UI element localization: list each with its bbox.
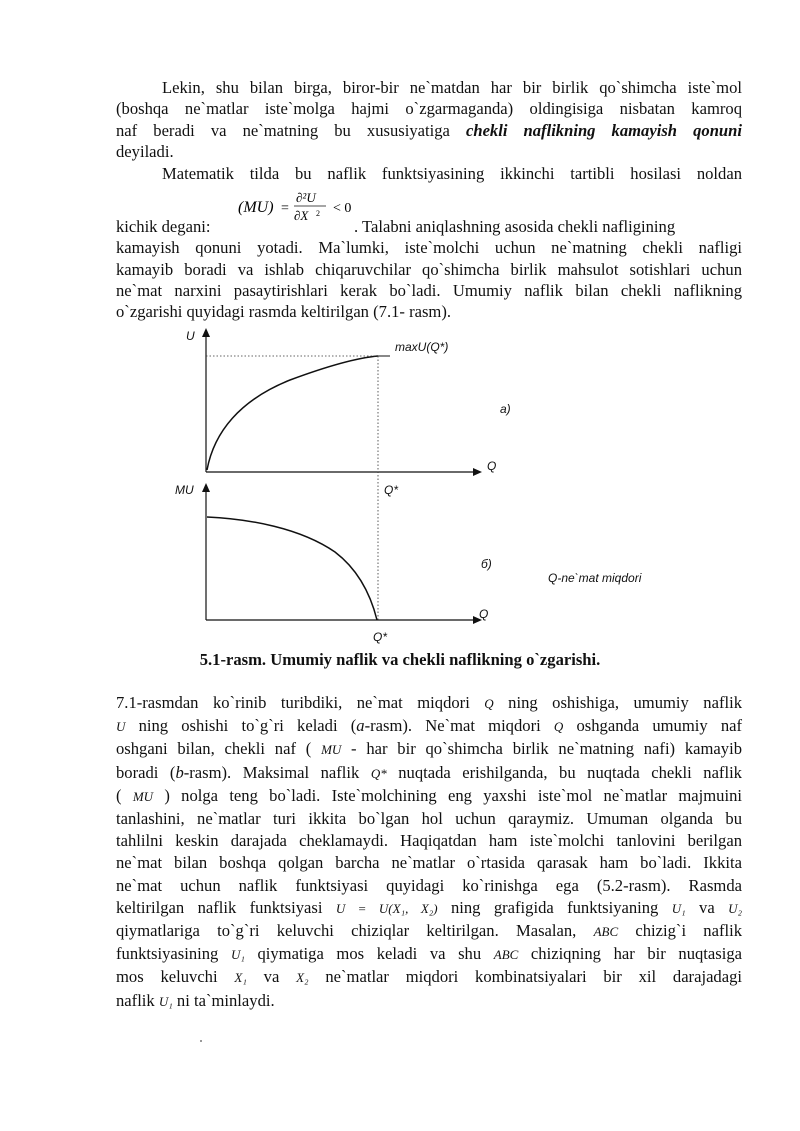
- p3-text: funktsiyasining: [116, 944, 231, 964]
- p3-line-2: [116, 715, 742, 738]
- total-utility-curve: [207, 356, 378, 470]
- u1-symbol: U₁: [230, 947, 245, 963]
- bottom-y-label: MU: [175, 483, 194, 497]
- paragraph-2-cont: [116, 216, 742, 322]
- utility-function-formula: U = U(X₁, X₂): [335, 900, 438, 916]
- p3-text: boradi (: [116, 762, 176, 782]
- svg-text:(MU): (MU): [238, 199, 274, 216]
- p3-text: chiziqning har bir nuqtasiga: [518, 944, 743, 964]
- q-legend: Q-ne`mat miqdori: [548, 571, 642, 585]
- p3-line-11: [116, 920, 742, 943]
- u1-symbol: U₁: [671, 900, 686, 916]
- p1-line-2: (boshqa ne`matlar iste`molga hajmi o`zgarmaganda) oldingisiga nisbatan kamroq: [116, 99, 742, 119]
- p3-text: mos keluvchi: [116, 967, 235, 987]
- p3-line-13: [116, 966, 742, 989]
- p2-line-4: kamayib boradi va ishlab chiqaruvchilar qo`shimcha birlik mahsulot sotishlari uchun: [116, 259, 742, 279]
- p3-text: (: [116, 785, 133, 805]
- svg-text:< 0: < 0: [333, 201, 352, 216]
- p2-line-6: o`zgarishi quyidagi rasmda keltirilgan (7.1- rasm).: [116, 302, 452, 322]
- p3-text: ning oshishiga, umumiy naflik: [493, 693, 742, 712]
- p3-text: ne`matlar miqdori kombinatsiyalari bir xil darajadagi: [308, 967, 742, 987]
- top-x-label: Q: [487, 459, 497, 473]
- u2-symbol: U₂: [728, 900, 742, 916]
- abc-symbol: ABC: [593, 924, 619, 940]
- paragraph-1: [116, 77, 742, 162]
- p3-text: -rasm). Ne`mat miqdori: [364, 716, 554, 736]
- p3-line-1: [116, 692, 742, 715]
- p3-text: va: [246, 967, 297, 987]
- p3-text: -rasm). Maksimal naflik: [183, 762, 371, 782]
- p2-line-2-post: . Talabni aniqlashning asosida chekli nafligining: [354, 217, 676, 236]
- top-y-label: U: [186, 329, 195, 343]
- q-symbol: Q: [484, 696, 494, 711]
- p3-text: nuqtada erishilganda, bu nuqtada chekli naflik: [386, 762, 742, 782]
- u-symbol: U: [116, 719, 126, 735]
- svg-text:2: 2: [316, 209, 320, 218]
- abc-symbol: ABC: [493, 947, 519, 963]
- p2-line-1: Matematik tilda bu naflik funktsiyasining ikkinchi tartibli hosilasi noldan: [162, 164, 742, 183]
- x2-symbol: X₂: [296, 970, 309, 986]
- top-x-arrow: [473, 468, 482, 476]
- p3-line-10: [116, 897, 742, 920]
- panel-b-label: б): [481, 557, 492, 571]
- p3-text: ning oshishi to`g`ri keladi (: [125, 716, 357, 736]
- p2-line-3: kamayish qonuni yotadi. Ma`lumki, iste`molchi uchun ne`matning chekli nafligi: [116, 238, 742, 258]
- p3-line-9: ne`mat uchun naflik funktsiyasi quyidagi ko`rinishga ega (5.2-rasm). Rasmda: [116, 875, 742, 895]
- bottom-y-arrow: [202, 483, 210, 492]
- panel-ref-b: b: [175, 762, 184, 782]
- mu-symbol: MU: [132, 788, 154, 804]
- p3-text: va: [685, 897, 729, 917]
- svg-text:∂²U: ∂²U: [296, 190, 316, 205]
- law-term: chekli naflikning kamayish qonuni: [465, 120, 742, 140]
- p3-text: ning grafigida funktsiyaning: [437, 897, 672, 917]
- p1-line-4: deyiladi.: [116, 141, 174, 161]
- p3-text: oshganda umumiy naf: [563, 716, 743, 736]
- p2-line-2-pre: kichik degani:: [116, 217, 211, 236]
- p1-line-1: Lekin, shu bilan birga, biror-bir ne`matdan har bir birlik qo`shimcha iste`mol: [162, 78, 742, 97]
- p3-line-5: [116, 785, 742, 808]
- q-star-symbol: Q*: [370, 765, 387, 781]
- mu-symbol: MU: [321, 742, 342, 758]
- p3-text: - har bir qo`shimcha birlik ne`matning nafi) kamayib: [341, 739, 742, 759]
- p3-line-7: tahlilni keskin darajada cheklamaydi. Haqiqatdan ham iste`molchi tanlovini berilgan: [116, 831, 742, 851]
- bottom-x-label: Q: [479, 607, 489, 621]
- p3-text: 7.1-rasmdan ko`rinib turibdiki, ne`mat miqdori: [116, 693, 485, 712]
- q-star-top-label: Q*: [384, 483, 399, 497]
- p1-line-3-text: naf beradi va ne`matning bu xususiyatiga: [116, 120, 466, 140]
- p3-text: keltirilgan naflik funktsiyasi: [116, 897, 336, 917]
- p3-text: oshgani bilan, chekli naf (: [116, 739, 322, 759]
- p3-text: ) nolga teng bo`ladi. Iste`molchining eng yaxshi iste`mol ne`matlar majmuini: [153, 785, 742, 805]
- p3-text: chizig`i naflik: [618, 921, 742, 941]
- p2-line-2: [116, 216, 742, 237]
- p3-line-14: [116, 990, 742, 1013]
- stray-dot: [200, 1040, 202, 1042]
- panel-a-label: a): [500, 402, 511, 416]
- p3-line-4: [116, 762, 742, 785]
- p3-line-6: tanlashini, ne`matlar turi ikkita bo`lgan hol uchun qaraymiz. Umuman olganda bu: [116, 809, 742, 829]
- x1-symbol: X₁: [234, 970, 247, 986]
- top-y-arrow: [202, 328, 210, 337]
- marginal-utility-curve: [207, 517, 377, 620]
- p3-text: naflik: [116, 990, 159, 1010]
- p3-text: qiymatiga mos keladi va shu: [244, 944, 494, 964]
- panel-ref-a: a: [356, 716, 365, 736]
- p3-line-3: [116, 738, 742, 761]
- p3-text: qiymatlariga to`g`ri keluvchi chiziqlar keltirilgan. Masalan,: [116, 921, 594, 941]
- p2-line-5: ne`mat narxini pasaytirishlari kerak bo`ladi. Umumiy naflik bilan chekli naflikning: [116, 280, 742, 300]
- u1-symbol: U₁: [158, 993, 173, 1009]
- svg-text:=: =: [281, 201, 289, 216]
- q-star-bottom-label: Q*: [373, 630, 388, 644]
- svg-text:∂X: ∂X: [294, 208, 309, 223]
- max-utility-label: maxU(Q*): [395, 340, 449, 354]
- utility-figure: [0, 320, 800, 650]
- p1-line-3: [116, 120, 742, 141]
- p3-line-12: [116, 943, 742, 966]
- p3-text: ni ta`minlaydi.: [172, 990, 275, 1010]
- p3-line-8: ne`mat bilan boshqa qolgan barcha ne`matlar o`rtasida qarasak ham bo`ladi. Ikkita: [116, 853, 742, 873]
- paragraph-3: [116, 692, 742, 1013]
- figure-caption: 5.1-rasm. Umumiy naflik va chekli naflikning o`zgarishi.: [199, 650, 601, 669]
- q-symbol: Q: [553, 719, 564, 735]
- paragraph-2: [116, 163, 742, 184]
